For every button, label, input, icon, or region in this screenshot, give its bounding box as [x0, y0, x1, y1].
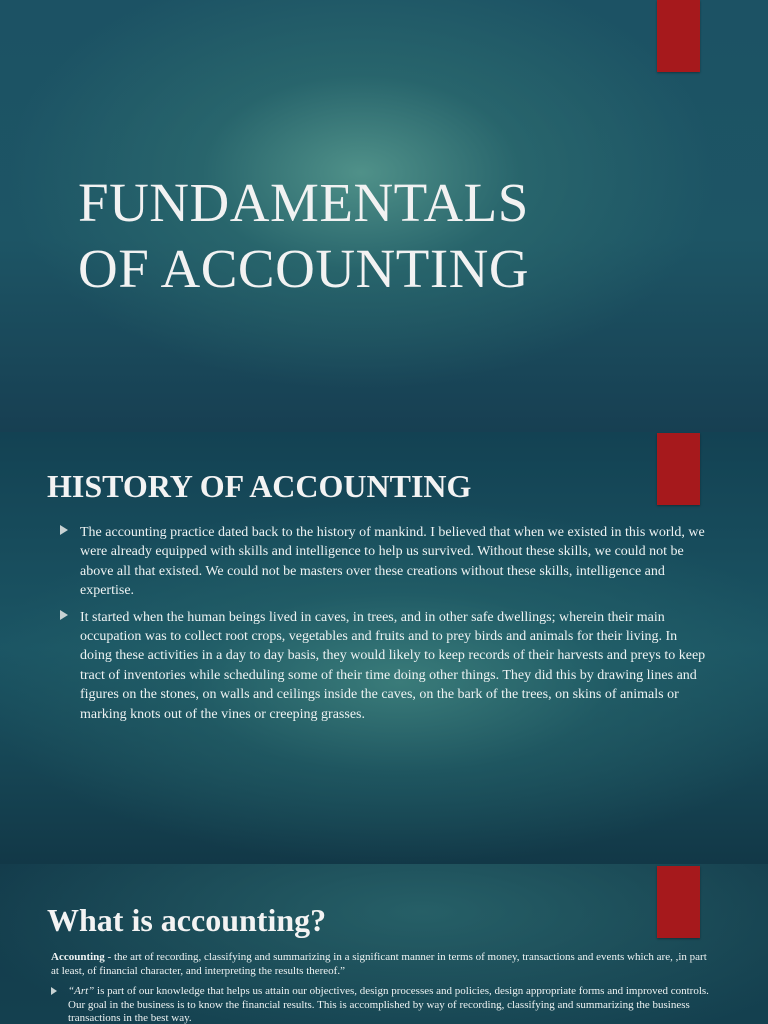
- slide-title-line-2: OF ACCOUNTING: [78, 238, 530, 299]
- history-bullet-item: [58, 608, 708, 724]
- history-heading: HISTORY OF ACCOUNTING: [47, 468, 472, 504]
- red-accent-tab: [657, 866, 700, 938]
- bullet-arrow-icon: [60, 610, 68, 620]
- history-slide: [0, 432, 768, 864]
- red-accent-tab: [657, 0, 700, 72]
- slide-title-line-1: FUNDAMENTALS: [78, 172, 529, 233]
- definition-text: - the art of recording, classifying and summarizing in a significant manner in terms of money, transactions and events which are, ,in part at least, of financial character, and interpreting the results thereof.”: [51, 951, 707, 977]
- history-bullet-text: It started when the human beings lived in caves, in trees, and in other safe dwellings; wherein their main occupation was to collect root crops, vegetables and fruits and to prey birds and animals for their living. In doing these activities in a day to day basis, they would likely to keep records of their harvests and preys to keep tract of inventories while scheduling some of their time doing other things. They did this by drawing lines and figures on the stones, on walls and ceilings inside the caves, on the bark of the trees, on skins of animals or marking knots out of the vines or creeping grasses.: [80, 609, 706, 722]
- history-bullet-list: [58, 523, 708, 731]
- definition-heading: What is accounting?: [47, 902, 327, 938]
- bullet-arrow-icon: [51, 987, 57, 995]
- red-accent-tab: [657, 433, 700, 505]
- definition-slide: [0, 864, 768, 1024]
- bullet-arrow-icon: [60, 525, 68, 535]
- definition-bullet-item: [51, 985, 711, 1024]
- history-bullet-text: The accounting practice dated back to the history of mankind. I believed that when we existed in this world, we were already equipped with skills and intelligence to help us survived. Without these skills, we could not be above all that existed. We could not be masters over these creations without these skills, intelligence and expertise.: [80, 525, 705, 599]
- history-bullet-item: [58, 523, 708, 601]
- art-term: “Art”: [68, 985, 95, 997]
- definition-term: Accounting: [51, 951, 105, 963]
- art-description: is part of our knowledge that helps us attain our objectives, design processes and policies, design appropriate forms and improved controls. Our goal in the business is to know the financial results. This is accomplished by way of recording, classifying and summarizing the business transactions in the best way.: [68, 985, 709, 1024]
- title-slide: [0, 0, 768, 432]
- accounting-definition: [51, 950, 711, 978]
- slide-title: [78, 170, 529, 302]
- definition-bullet-list: [51, 985, 711, 1024]
